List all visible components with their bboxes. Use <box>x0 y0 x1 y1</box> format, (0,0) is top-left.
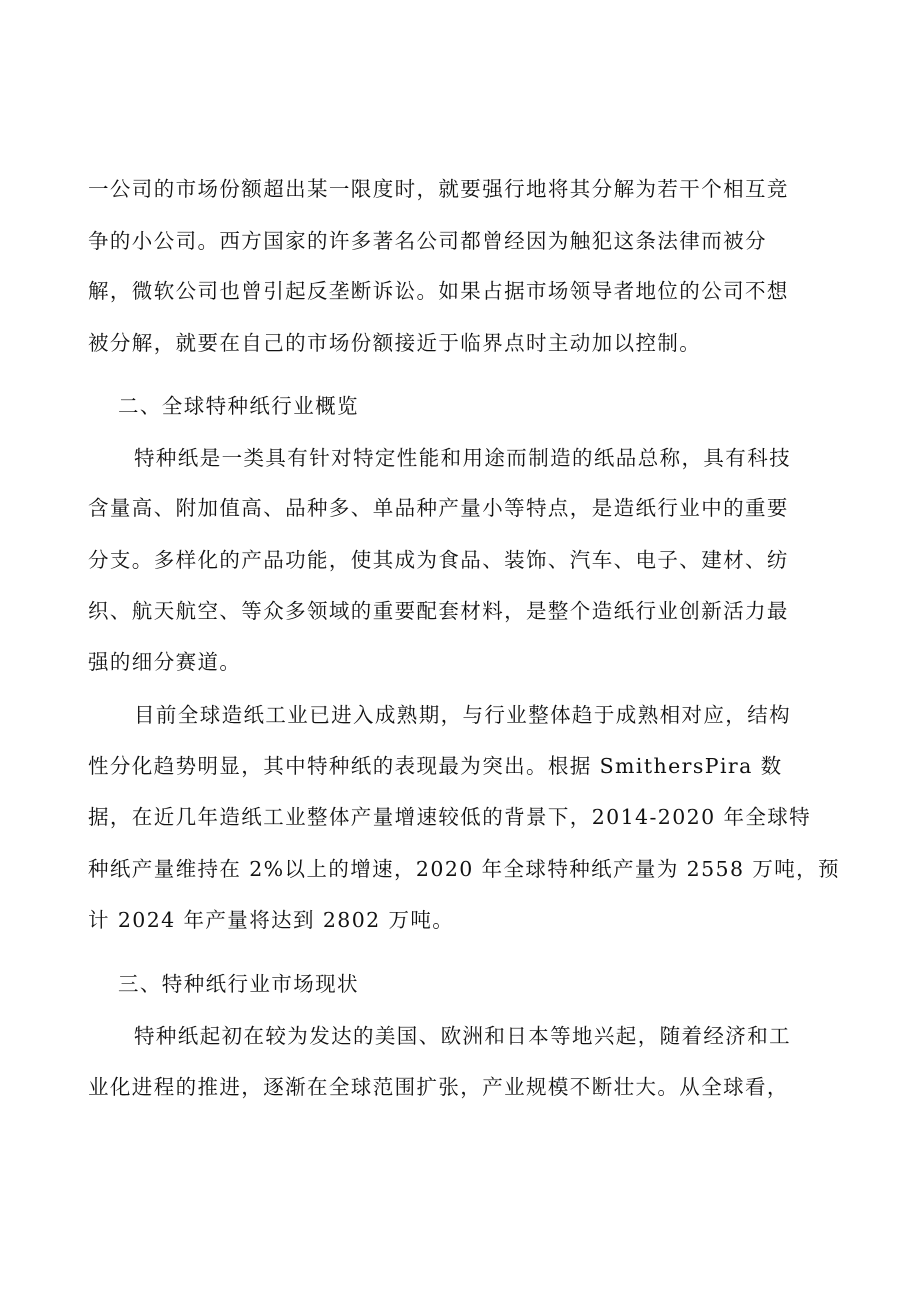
paragraph-line: 种纸产量维持在 2%以上的增速，2020 年全球特种纸产量为 2558 万吨，预 <box>88 857 840 881</box>
paragraph-line: 一公司的市场份额超出某一限度时，就要强行地将其分解为若干个相互竞 <box>88 177 789 201</box>
paragraph-line: 业化进程的推进，逐渐在全球范围扩张，产业规模不断壮大。从全球看， <box>88 1075 789 1099</box>
section-heading: 二、全球特种纸行业概览 <box>118 394 359 418</box>
paragraph-line: 强的细分赛道。 <box>88 650 242 674</box>
section-heading: 三、特种纸行业市场现状 <box>118 972 359 996</box>
paragraph-line: 织、航天航空、等众多领域的重要配套材料，是整个造纸行业创新活力最 <box>88 599 789 623</box>
paragraph-line: 争的小公司。西方国家的许多著名公司都曾经因为触犯这条法律而被分 <box>88 229 767 253</box>
paragraph-line: 目前全球造纸工业已进入成熟期，与行业整体趋于成熟相对应，结构 <box>134 703 791 727</box>
paragraph-line: 解，微软公司也曾引起反垄断诉讼。如果占据市场领导者地位的公司不想 <box>88 279 789 303</box>
paragraph-line: 据，在近几年造纸工业整体产量增速较低的背景下，2014-2020 年全球特 <box>88 805 812 829</box>
paragraph-line: 分支。多样化的产品功能，使其成为食品、装饰、汽车、电子、建材、纺 <box>88 548 789 572</box>
paragraph-line: 性分化趋势明显，其中特种纸的表现最为突出。根据 SmithersPira 数 <box>88 754 783 778</box>
paragraph-line: 被分解，就要在自己的市场份额接近于临界点时主动加以控制。 <box>88 331 702 355</box>
paragraph-line: 含量高、附加值高、品种多、单品种产量小等特点，是造纸行业中的重要 <box>88 496 789 520</box>
paragraph-line: 特种纸是一类具有针对特定性能和用途而制造的纸品总称，具有科技 <box>134 446 791 470</box>
paragraph-line: 特种纸起初在较为发达的美国、欧洲和日本等地兴起，随着经济和工 <box>134 1024 791 1048</box>
paragraph-line: 计 2024 年产量将达到 2802 万吨。 <box>88 908 455 932</box>
